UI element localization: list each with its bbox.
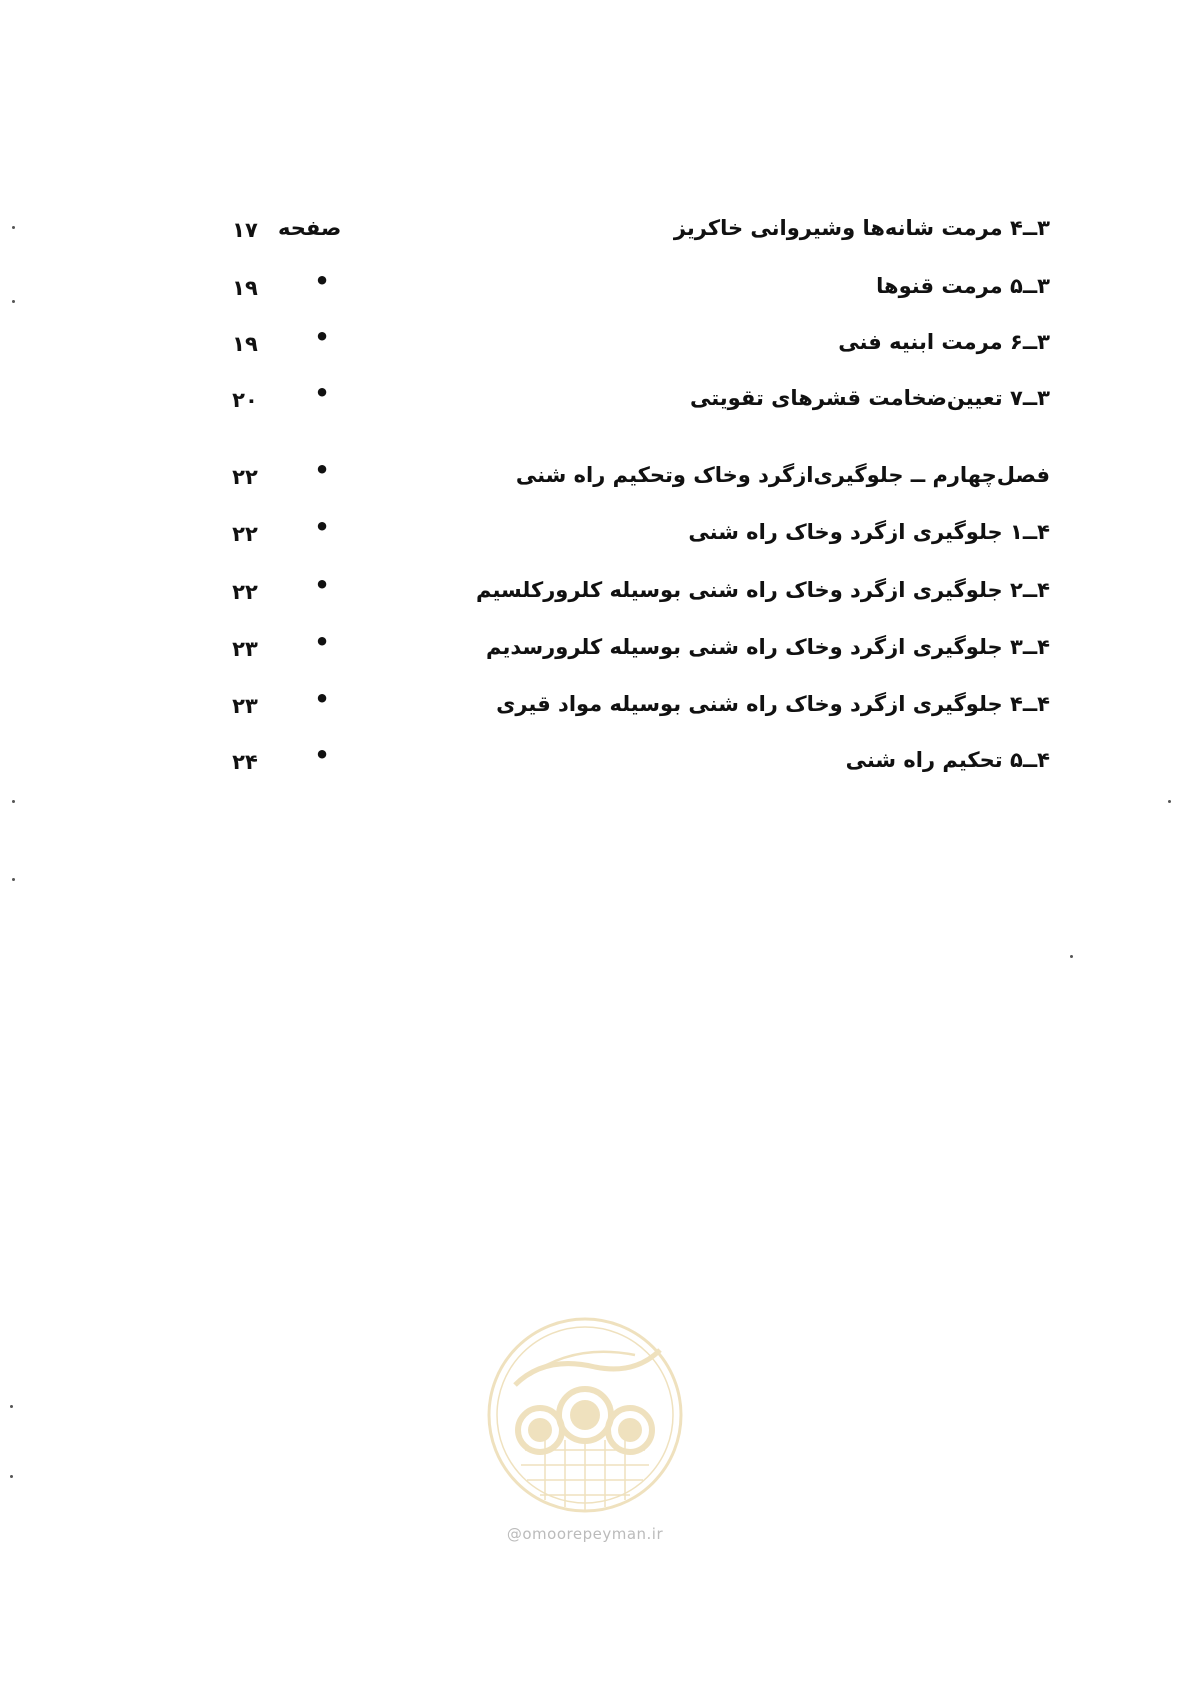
toc-row[interactable] bbox=[200, 322, 1050, 362]
toc-page-number: ۲۲ bbox=[232, 465, 258, 489]
toc-entry-title: ۴ــ۴ جلوگیری ازگرد وخاک راه شنی بوسیله مواد قیری bbox=[496, 692, 1050, 716]
toc-entry-title: ۴ــ۱ جلوگیری ازگرد وخاک راه شنی bbox=[688, 520, 1050, 544]
scan-speck bbox=[1070, 955, 1073, 958]
ditto-mark: • bbox=[314, 323, 330, 351]
ditto-mark: • bbox=[314, 379, 330, 407]
ditto-mark: • bbox=[314, 628, 330, 656]
toc-row[interactable] bbox=[200, 266, 1050, 306]
toc-entry-title: ۳ــ۷ تعیین‌ضخامت قشرهای تقویتی bbox=[689, 386, 1050, 410]
ditto-mark: • bbox=[314, 513, 330, 541]
toc-page-number: ۲۳ bbox=[232, 637, 258, 661]
ditto-mark: • bbox=[314, 571, 330, 599]
toc-entry-title: ۴ــ۵ تحکیم راه شنی bbox=[845, 748, 1050, 772]
chapter-title: فصل‌چهارم ــ جلوگیری‌ازگرد وخاک وتحکیم راه شنی bbox=[515, 463, 1050, 487]
toc-row-chapter[interactable] bbox=[200, 455, 1050, 495]
toc-page-number: ۱۷ bbox=[232, 218, 258, 242]
ditto-mark: • bbox=[314, 267, 330, 295]
toc-page-number: ۲۳ bbox=[232, 694, 258, 718]
omoorepeyman-logo bbox=[485, 1315, 685, 1515]
toc-entry-title: ۴ــ۲ جلوگیری ازگرد وخاک راه شنی بوسیله کلرورکلسیم bbox=[476, 578, 1050, 602]
toc-page-number: ۲۲ bbox=[232, 522, 258, 546]
ditto-mark: • bbox=[314, 456, 330, 484]
toc-row[interactable] bbox=[200, 570, 1050, 610]
watermark-site: @omoorepeyman.ir bbox=[506, 1525, 664, 1543]
toc-entry-title: ۳ــ۴ مرمت شانه‌ها وشیروانی خاکریز bbox=[673, 216, 1050, 240]
scan-speck bbox=[12, 226, 15, 229]
toc-row[interactable] bbox=[200, 740, 1050, 780]
ditto-mark: • bbox=[314, 685, 330, 713]
scan-speck bbox=[12, 300, 15, 303]
page-column-label: صفحه bbox=[278, 216, 342, 240]
watermark-site-text: omoorepeyman.ir bbox=[522, 1525, 664, 1543]
toc-row[interactable] bbox=[200, 208, 1050, 248]
scan-speck bbox=[12, 800, 15, 803]
toc-row[interactable] bbox=[200, 378, 1050, 418]
scan-speck bbox=[10, 1405, 13, 1408]
toc-entry-title: ۳ــ۵ مرمت قنوها bbox=[876, 274, 1050, 298]
toc-row[interactable] bbox=[200, 512, 1050, 552]
toc-page-number: ۲۲ bbox=[232, 580, 258, 604]
toc-entry-title: ۳ــ۶ مرمت ابنیه فنی bbox=[838, 330, 1050, 354]
toc-page-number: ۱۹ bbox=[232, 276, 258, 300]
scan-speck bbox=[10, 1475, 13, 1478]
toc-page-number: ۲۰ bbox=[232, 388, 258, 412]
toc-entry-title: ۴ــ۳ جلوگیری ازگرد وخاک راه شنی بوسیله کلرورسدیم bbox=[486, 635, 1050, 659]
scan-speck bbox=[12, 878, 15, 881]
toc-row[interactable] bbox=[200, 627, 1050, 667]
scan-speck bbox=[1168, 800, 1171, 803]
ditto-mark: • bbox=[314, 741, 330, 769]
toc-page-number: ۱۹ bbox=[232, 332, 258, 356]
toc-page-number: ۲۴ bbox=[232, 750, 258, 774]
toc-row[interactable] bbox=[200, 684, 1050, 724]
